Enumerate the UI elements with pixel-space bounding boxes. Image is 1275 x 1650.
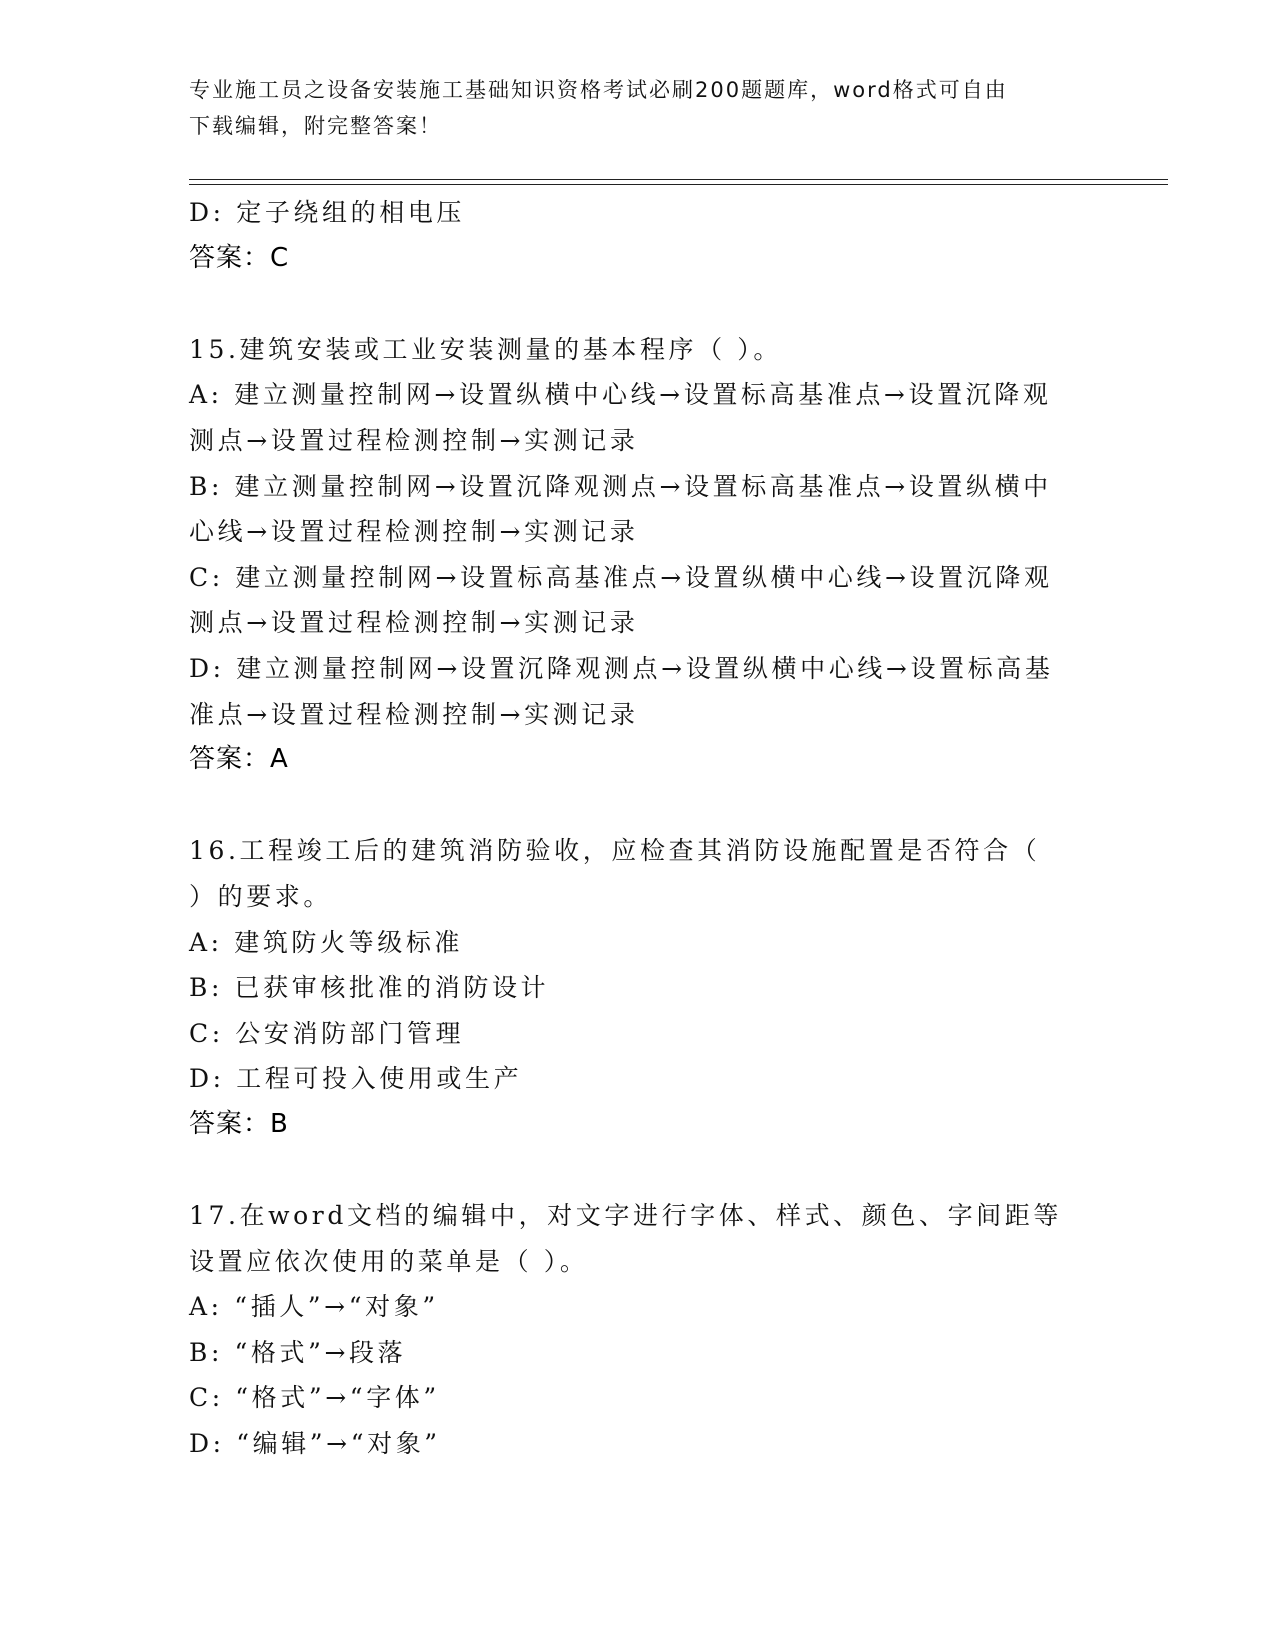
question-stem-continued: ）的要求。 xyxy=(189,881,333,911)
question-stem: 17.在word文档的编辑中，对文字进行字体、样式、颜色、字间距等 xyxy=(189,1201,1062,1231)
option-a: A: “插人”→“对象” xyxy=(189,1292,439,1322)
header-title-line-1: 专业施工员之设备安装施工基础知识资格考试必刷200题题库，word格式可自由 xyxy=(189,78,1008,102)
option-d: D: “编辑”→“对象” xyxy=(189,1429,441,1459)
answer: 答案：B xyxy=(189,1108,289,1139)
option-a: A: 建筑防火等级标准 xyxy=(189,927,464,957)
option-b: B: 已获审核批准的消防设计 xyxy=(189,973,550,1003)
question-stem-continued: 设置应依次使用的菜单是（ ）。 xyxy=(189,1246,589,1276)
option-c: C: 建立测量控制网→设置标高基准点→设置纵横中心线→设置沉降观 xyxy=(189,562,1053,592)
question-15 xyxy=(189,327,1089,783)
question-17 xyxy=(189,1193,1089,1467)
header-divider-top xyxy=(189,179,1168,180)
option-a: A: 建立测量控制网→设置纵横中心线→设置标高基准点→设置沉降观 xyxy=(189,380,1052,410)
option-c: C: “格式”→“字体” xyxy=(189,1383,440,1413)
answer: 答案：A xyxy=(189,744,289,775)
option-a-continued: 测点→设置过程检测控制→实测记录 xyxy=(189,425,639,455)
document-body xyxy=(189,190,1089,1467)
header-divider-bottom xyxy=(189,184,1168,185)
option-c-continued: 测点→设置过程检测控制→实测记录 xyxy=(189,608,639,638)
question-16 xyxy=(189,828,1089,1147)
option-d-continued: D: 定子绕组的相电压 xyxy=(189,198,466,227)
blank-line xyxy=(189,281,1089,327)
document-header xyxy=(189,72,1069,144)
option-b: B: 建立测量控制网→设置沉降观测点→设置标高基准点→设置纵横中 xyxy=(189,471,1052,501)
header-title-line-2: 下载编辑，附完整答案！ xyxy=(189,114,442,138)
answer-continued: 答案：C xyxy=(189,242,290,273)
blank-line xyxy=(189,1147,1089,1193)
option-d: D: 工程可投入使用或生产 xyxy=(189,1064,523,1094)
blank-line xyxy=(189,783,1089,829)
option-d: D: 建立测量控制网→设置沉降观测点→设置纵横中心线→设置标高基 xyxy=(189,653,1054,683)
option-c: C: 公安消防部门管理 xyxy=(189,1018,465,1048)
option-b: B: “格式”→段落 xyxy=(189,1337,407,1367)
question-stem: 15.建筑安装或工业安装测量的基本程序（ ）。 xyxy=(189,334,783,364)
option-b-continued: 心线→设置过程检测控制→实测记录 xyxy=(189,517,639,547)
option-d-continued: 准点→设置过程检测控制→实测记录 xyxy=(189,699,639,729)
question-stem: 16.工程竣工后的建筑消防验收，应检查其消防设施配置是否符合（ xyxy=(189,836,1041,866)
